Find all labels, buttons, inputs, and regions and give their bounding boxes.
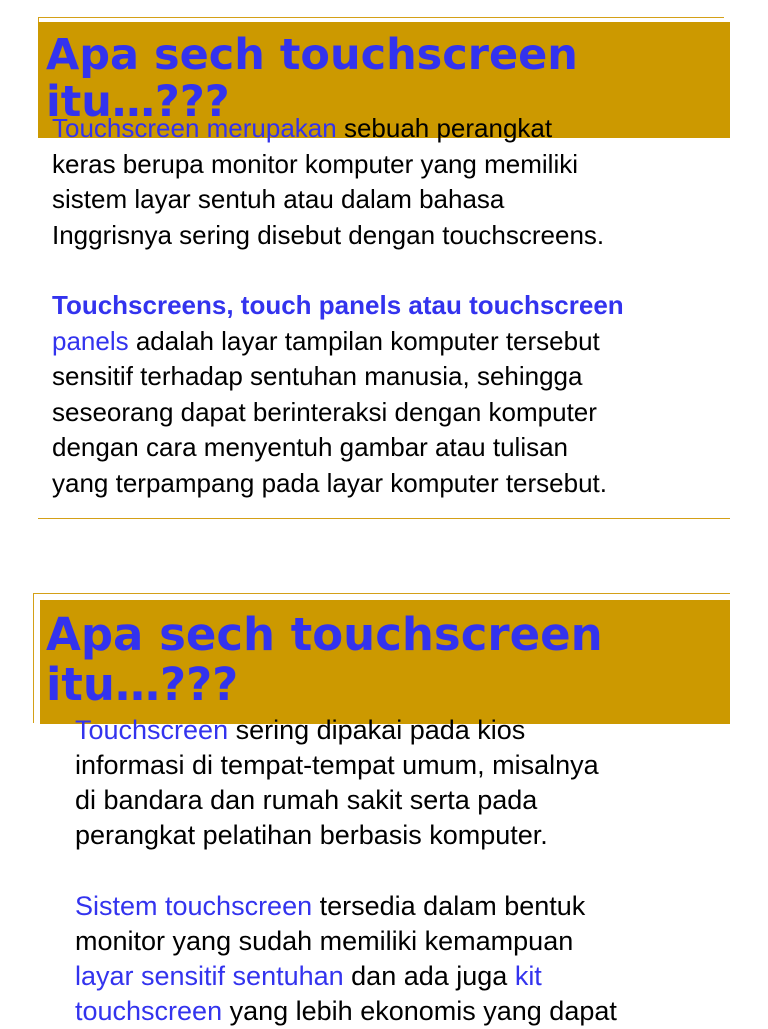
slide-title-line-1: Apa sech touchscreen [46,608,603,661]
highlight-term: Touchscreens, touch panels atau touchscreen [52,290,624,320]
text: sensitif terhadap sentuhan manusia, sehingga [52,361,583,391]
left-edge-line [33,593,34,723]
paragraph [75,889,617,1029]
slide-title-line-1: Apa sech touchscreen [46,30,578,80]
highlight-term: Touchscreen merupakan [52,113,337,143]
slide-body [75,713,617,1029]
text: sering dipakai pada kios [228,715,526,745]
slide-title-line-2: itu…??? [46,657,239,711]
text: keras berupa monitor komputer yang memiliki [52,148,578,179]
text: yang lebih ekonomis yang dapat [222,996,617,1026]
slide-title-line-2: itu…??? [46,77,230,128]
highlight-term: Sistem touchscreen [75,891,313,921]
paragraph [52,111,624,253]
top-rule [38,17,724,18]
bottom-rule [38,518,730,519]
top-rule [33,593,730,594]
highlight-term: kit [514,961,542,991]
slide-title [46,610,603,709]
paragraph [52,288,624,501]
text: informasi di tempat-tempat umum, misalnya [75,750,599,780]
text: tersedia dalam bentuk [312,891,586,921]
text: sebuah perangkat [336,113,553,143]
highlight-term: Touchscreen [75,715,229,745]
paragraph [75,713,617,853]
text: perangkat pelatihan berbasis komputer. [75,820,548,850]
text: adalah layar tampilan komputer tersebut [128,325,600,356]
highlight-term: touchscreen [75,996,223,1026]
text: yang terpampang pada layar komputer tersebut. [52,467,608,498]
slide-body [52,111,624,501]
highlight-term: layar sensitif sentuhan [75,961,344,991]
text: Inggrisnya sering disebut dengan touchscreens. [52,219,605,250]
text: di bandara dan rumah sakit serta pada [75,785,538,815]
text: monitor yang sudah memiliki kemampuan [75,926,574,956]
text: dan ada juga [343,961,515,991]
highlight-term: panels [52,325,129,356]
text: dengan cara menyentuh gambar atau tulisan [52,432,569,462]
text: sistem layar sentuh atau dalam bahasa [52,184,505,214]
text: seseorang dapat berinteraksi dengan komputer [52,396,597,427]
